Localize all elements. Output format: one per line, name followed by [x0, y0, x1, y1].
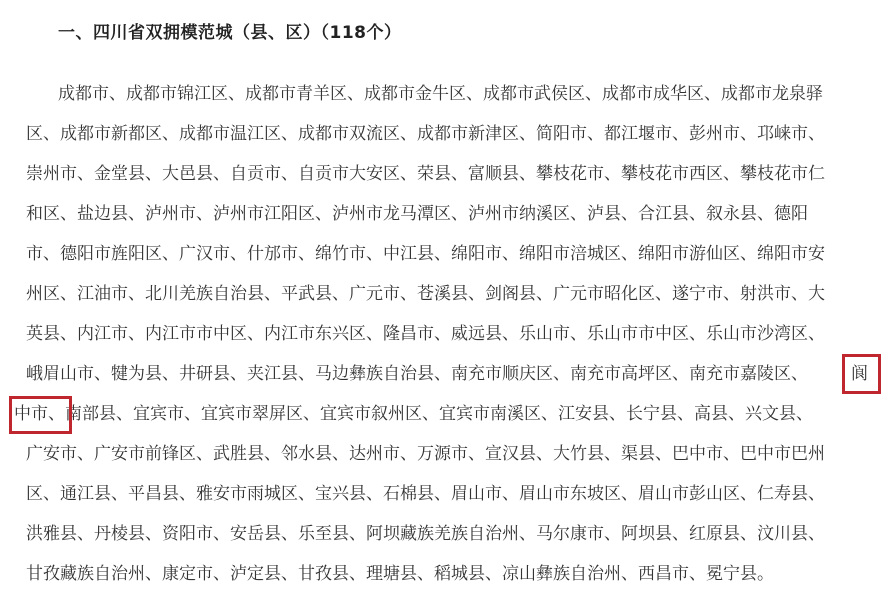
highlighted-text-start: 阆: [851, 364, 868, 384]
text-line-7: [0, 314, 896, 354]
line-text: 区、通江县、平昌县、雅安市雨城区、宝兴县、石棉县、眉山市、眉山市东坡区、眉山市彭山区、仁寿县、: [26, 484, 825, 504]
section-heading: 一、四川省双拥模范城（县、区）（118个）: [58, 23, 402, 43]
text-line-2: [0, 114, 896, 154]
line-text: 广安市、广安市前锋区、武胜县、邻水县、达州市、万源市、宣汉县、大竹县、渠县、巴中市、巴中市巴州: [26, 444, 825, 464]
line-text: 峨眉山市、犍为县、井研县、夹江县、马边彝族自治县、南充市顺庆区、南充市高坪区、南充市嘉陵区、: [26, 364, 808, 384]
text-line-13: [0, 554, 896, 594]
text-line-3: [0, 154, 896, 194]
text-line-4: [0, 194, 896, 234]
line-text: 、南部县、宜宾市、宜宾市翠屏区、宜宾市叙州区、宜宾市南溪区、江安县、长宁县、高县、兴文县、: [48, 404, 813, 424]
line-text: 英县、内江市、内江市市中区、内江市东兴区、隆昌市、威远县、乐山市、乐山市市中区、乐山市沙湾区、: [26, 324, 825, 344]
highlighted-text-end: 中市: [14, 404, 48, 424]
line-text: 州区、江油市、北川羌族自治县、平武县、广元市、苍溪县、剑阁县、广元市昭化区、遂宁市、射洪市、大: [26, 284, 825, 304]
text-line-8: [0, 354, 896, 394]
line-text: 洪雅县、丹棱县、资阳市、安岳县、乐至县、阿坝藏族羌族自治州、马尔康市、阿坝县、红原县、汶川县、: [26, 524, 825, 544]
text-line-6: [0, 274, 896, 314]
line-text: 崇州市、金堂县、大邑县、自贡市、自贡市大安区、荣县、富顺县、攀枝花市、攀枝花市西区、攀枝花市仁: [26, 164, 825, 184]
text-line-1: [0, 74, 896, 114]
line-text: 成都市、成都市锦江区、成都市青羊区、成都市金牛区、成都市武侯区、成都市成华区、成都市龙泉驿: [58, 84, 823, 104]
line-text: 和区、盐边县、泸州市、泸州市江阳区、泸州市龙马潭区、泸州市纳溪区、泸县、合江县、叙永县、德阳: [26, 204, 808, 224]
text-line-10: [0, 434, 896, 474]
line-text: 区、成都市新都区、成都市温江区、成都市双流区、成都市新津区、简阳市、都江堰市、彭州市、邛崃市、: [26, 124, 825, 144]
text-line-11: [0, 474, 896, 514]
text-line-12: [0, 514, 896, 554]
line-text: 市、德阳市旌阳区、广汉市、什邡市、绵竹市、中江县、绵阳市、绵阳市涪城区、绵阳市游仙区、绵阳市安: [26, 244, 825, 264]
text-line-5: [0, 234, 896, 274]
text-line-9: [0, 394, 896, 434]
line-text: 甘孜藏族自治州、康定市、泸定县、甘孜县、理塘县、稻城县、凉山彝族自治州、西昌市、冕宁县。: [26, 564, 774, 584]
